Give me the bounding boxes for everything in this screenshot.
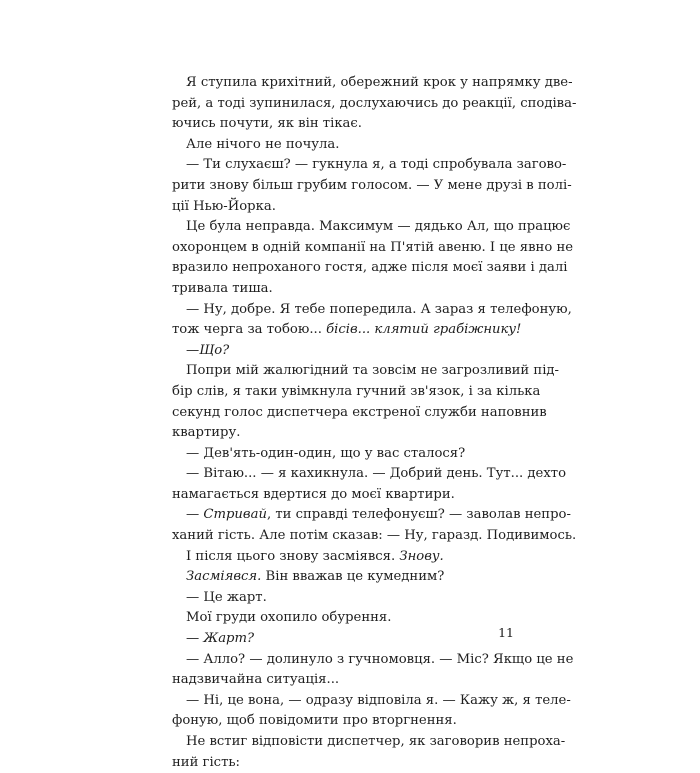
text-line — [172, 444, 512, 465]
text-segment: ний гість: — [172, 754, 240, 770]
italic-segment: Засміявся. — [186, 569, 262, 585]
text-line — [172, 526, 577, 547]
text-line — [172, 300, 572, 321]
text-line — [172, 547, 512, 568]
text-segment: — Вітаю... — я кахикнула. — Добрий день. Тут... дехто — [186, 466, 567, 482]
text-segment: — Ти слухаєш? — гукнула я, а тоді спробувала загово- — [186, 157, 567, 173]
text-segment: — Це жарт. — [186, 589, 267, 605]
text-line — [172, 341, 512, 362]
text-segment: секунд голос диспетчера екстреної служби наповнив — [172, 404, 547, 420]
text-line — [172, 114, 512, 135]
text-segment: ції Нью-Йорка. — [172, 198, 276, 214]
text-segment: бір слів, я таки увімкнула гучний зв'язок, і за кілька — [172, 383, 541, 399]
text-segment: — Ні, це вона, — одразу відповіла я. — Кажу ж, я теле- — [186, 692, 571, 708]
text-segment: , ти справді телефонуєш? — заволав непро- — [266, 507, 571, 523]
text-segment: Він вважав це кумедним? — [261, 569, 445, 585]
text-line — [172, 670, 512, 691]
italic-segment: Знову. — [399, 548, 444, 564]
text-line — [172, 176, 572, 197]
text-line — [172, 217, 571, 238]
text-line — [172, 73, 573, 94]
text-line — [172, 155, 567, 176]
text-segment: — Дев'ять-один-один, що у вас сталося? — [186, 445, 466, 461]
text-segment: — Алло? — долинуло з гучномовця. — Міс? Якщо це не — [186, 651, 574, 667]
text-line — [172, 505, 571, 526]
text-line — [172, 258, 568, 279]
text-segment: — Ну, добре. Я тебе попередила. А зараз я телефоную, — [186, 301, 572, 317]
text-line — [172, 711, 512, 732]
text-segment: вразило непроханого гостя, адже після моєї заяви і далі — [172, 260, 568, 276]
text-segment: тож черга за тобою... — [172, 322, 327, 338]
body-text — [172, 73, 577, 773]
text-line — [172, 382, 541, 403]
page-number: 11 — [498, 625, 514, 640]
text-line — [172, 464, 567, 485]
text-line — [172, 423, 512, 444]
text-line — [172, 629, 512, 650]
text-line — [172, 567, 512, 588]
italic-segment: —Що? — [186, 342, 230, 358]
text-line — [172, 732, 566, 753]
text-line — [172, 608, 512, 629]
text-segment: І після цього знову засміявся. — [186, 548, 400, 564]
text-line — [172, 135, 512, 156]
text-line — [172, 753, 512, 773]
text-line — [172, 691, 571, 712]
text-line — [172, 485, 512, 506]
italic-segment: бісів... клятий грабіжнику! — [326, 322, 522, 338]
text-segment: Попри мій жалюгідний та зовсім не загрозливий під- — [186, 363, 559, 379]
text-line — [172, 238, 574, 259]
text-line — [172, 403, 547, 424]
text-line — [172, 94, 577, 115]
text-line — [172, 361, 559, 382]
text-line — [172, 279, 512, 300]
text-segment: Це була неправда. Максимум — дядько Ал, що працює — [186, 219, 571, 235]
text-segment: охоронцем в одній компанії на П'ятій авеню. І це явно не — [172, 239, 574, 255]
text-segment: ючись почути, як він тікає. — [172, 116, 362, 132]
text-line — [172, 320, 522, 341]
text-line — [172, 650, 574, 671]
text-segment: Мої груди охопило обурення. — [186, 610, 392, 626]
text-line — [172, 588, 512, 609]
text-segment: Не встиг відповісти диспетчер, як заговорив непроха- — [186, 734, 566, 749]
text-segment: — — [186, 507, 204, 523]
italic-segment: — Жарт? — [186, 631, 255, 647]
text-line — [172, 197, 512, 218]
text-segment: рити знову більш грубим голосом. — У мене друзі в полі- — [172, 177, 572, 193]
text-segment: надзвичайна ситуація... — [172, 672, 340, 688]
text-segment: Я ступила крихітний, обережний крок у напрямку две- — [186, 75, 573, 90]
text-segment: тривала тиша. — [172, 280, 273, 296]
text-segment: намагається вдертися до моєї квартири. — [172, 486, 455, 502]
italic-segment: Стривай — [203, 507, 267, 523]
text-segment: рей, а тоді зупинилася, дослухаючись до реакції, сподіва- — [172, 95, 577, 111]
text-segment: Але нічого не почула. — [186, 136, 340, 152]
text-segment: фоную, щоб повідомити про вторгнення. — [172, 713, 457, 729]
text-segment: квартиру. — [172, 425, 241, 441]
text-segment: ханий гість. Але потім сказав: — Ну, гаразд. Подивимось. — [172, 528, 577, 544]
